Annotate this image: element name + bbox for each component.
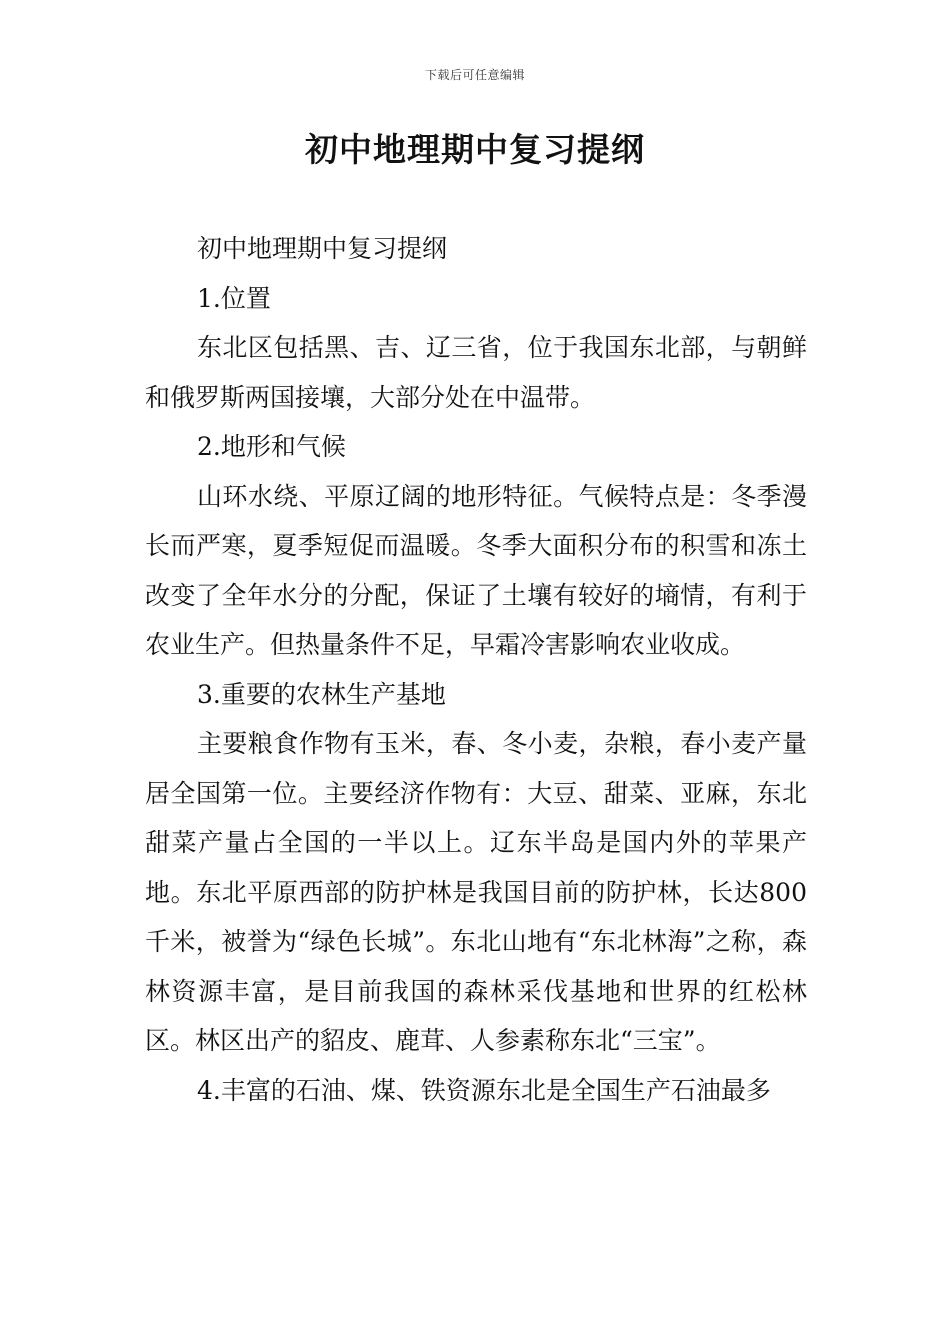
document-title: 初中地理期中复习提纲 <box>305 130 645 169</box>
section-heading-terrain-climate: 2.地形和气候 <box>197 432 346 461</box>
section-heading-location: 1.位置 <box>197 283 271 313</box>
section-heading-agriculture-forestry: 3.重要的农林生产基地 <box>197 679 446 709</box>
paragraph-terrain-climate: 山环水绕、平原辽阔的地形特征。气候特点是：冬季漫长而严寒，夏季短促而温暖。冬季大面积分布的积雪和冻土改变了全年水分的分配，保证了土壤有较好的墒情，有利于农业生产。但热量条件不足，早霜冷害影响农业收成。 <box>145 481 807 659</box>
section-heading-resources: 4.丰富的石油、煤、铁资源东北是全国生产石油最多 <box>197 1075 771 1105</box>
paragraph-agriculture-forestry: 主要粮食作物有玉米，春、冬小麦，杂粮，春小麦产量居全国第一位。主要经济作物有：大豆、甜菜、亚麻，东北甜菜产量占全国的一半以上。辽东半岛是国内外的苹果产地。东北平原西部的防护林是我国目前的防护林，长达800千米，被誉为“绿色长城”。东北山地有“东北林海”之称，森林资源丰富，是目前我国的森林采伐基地和世界的红松林区。林区出产的貂皮、鹿茸、人参素称东北“三宝”。 <box>145 729 807 1055</box>
document-body <box>145 224 807 1115</box>
paragraph-location: 东北区包括黑、吉、辽三省，位于我国东北部，与朝鲜和俄罗斯两国接壤，大部分处在中温带。 <box>145 333 807 412</box>
header-note: 下载后可任意编辑 <box>424 68 525 82</box>
paragraph-subtitle: 初中地理期中复习提纲 <box>197 234 448 263</box>
